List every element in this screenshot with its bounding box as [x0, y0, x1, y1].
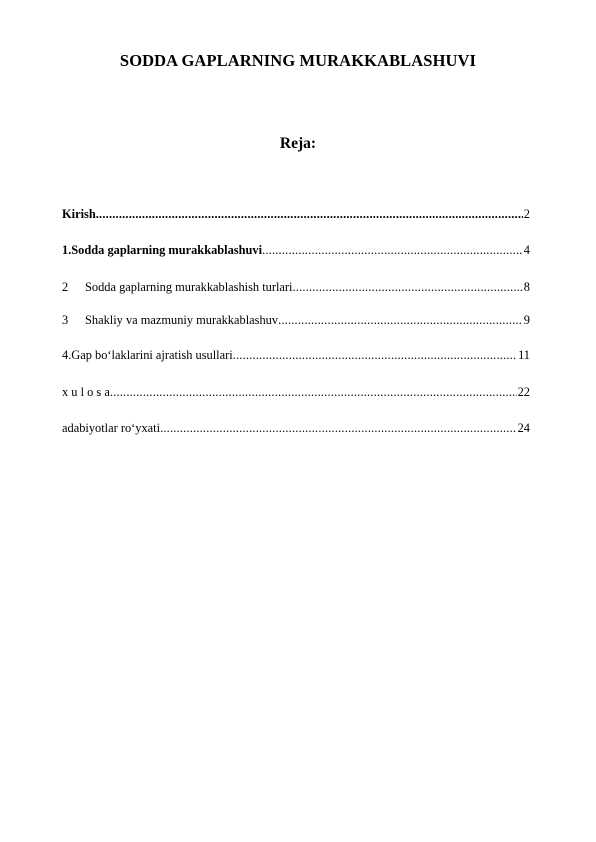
- toc-leader-dots: [160, 420, 517, 436]
- toc-entry-number: 3: [62, 313, 69, 327]
- toc-entry-label: 1.Sodda gaplarning murakkablashuvi: [62, 243, 263, 257]
- toc-page-number: 11: [518, 348, 530, 362]
- toc-entry-kirish[interactable]: [62, 206, 530, 222]
- toc-entry-number: 2: [62, 280, 69, 294]
- toc-leader-dots: [278, 312, 523, 328]
- toc-entry-sodda-gaplarning-murakkablashuvi[interactable]: [62, 242, 530, 258]
- toc-entry-label: Kirish: [62, 207, 96, 221]
- toc-leader-dots: [262, 242, 523, 258]
- document-title: SODDA GAPLARNING MURAKKABLASHUVI: [119, 51, 477, 70]
- toc-page-number: 4: [523, 243, 530, 257]
- toc-page-number: 9: [523, 313, 530, 327]
- toc-leader-dots: [96, 206, 523, 222]
- toc-entry-adabiyotlar[interactable]: [62, 420, 530, 436]
- toc-entry-shakliy-mazmuniy[interactable]: [62, 312, 530, 328]
- toc-page-number: 22: [517, 385, 530, 399]
- toc-entry-label: 4.Gap bo‘laklarini ajratish usullari: [62, 348, 233, 362]
- plan-heading: Reja:: [279, 135, 317, 152]
- toc-page-number: 8: [523, 280, 530, 294]
- toc-leader-dots: [110, 384, 517, 400]
- toc-entry-murakkablashish-turlari[interactable]: [62, 279, 530, 295]
- toc-page-number: 24: [517, 421, 530, 435]
- toc-leader-dots: [293, 279, 523, 295]
- toc-leader-dots: [233, 347, 517, 363]
- toc-entry-label: Sodda gaplarning murakkablashish turlari: [85, 280, 293, 294]
- toc-entry-ajratish-usullari[interactable]: [62, 347, 530, 363]
- toc-page-number: 2: [523, 207, 530, 221]
- toc-entry-label: adabiyotlar ro‘yxati: [62, 421, 161, 435]
- toc-entry-xulosa[interactable]: [62, 384, 530, 400]
- toc-entry-label: x u l o s a: [62, 385, 110, 399]
- toc-entry-label: Shakliy va mazmuniy murakkablashuv: [85, 313, 279, 327]
